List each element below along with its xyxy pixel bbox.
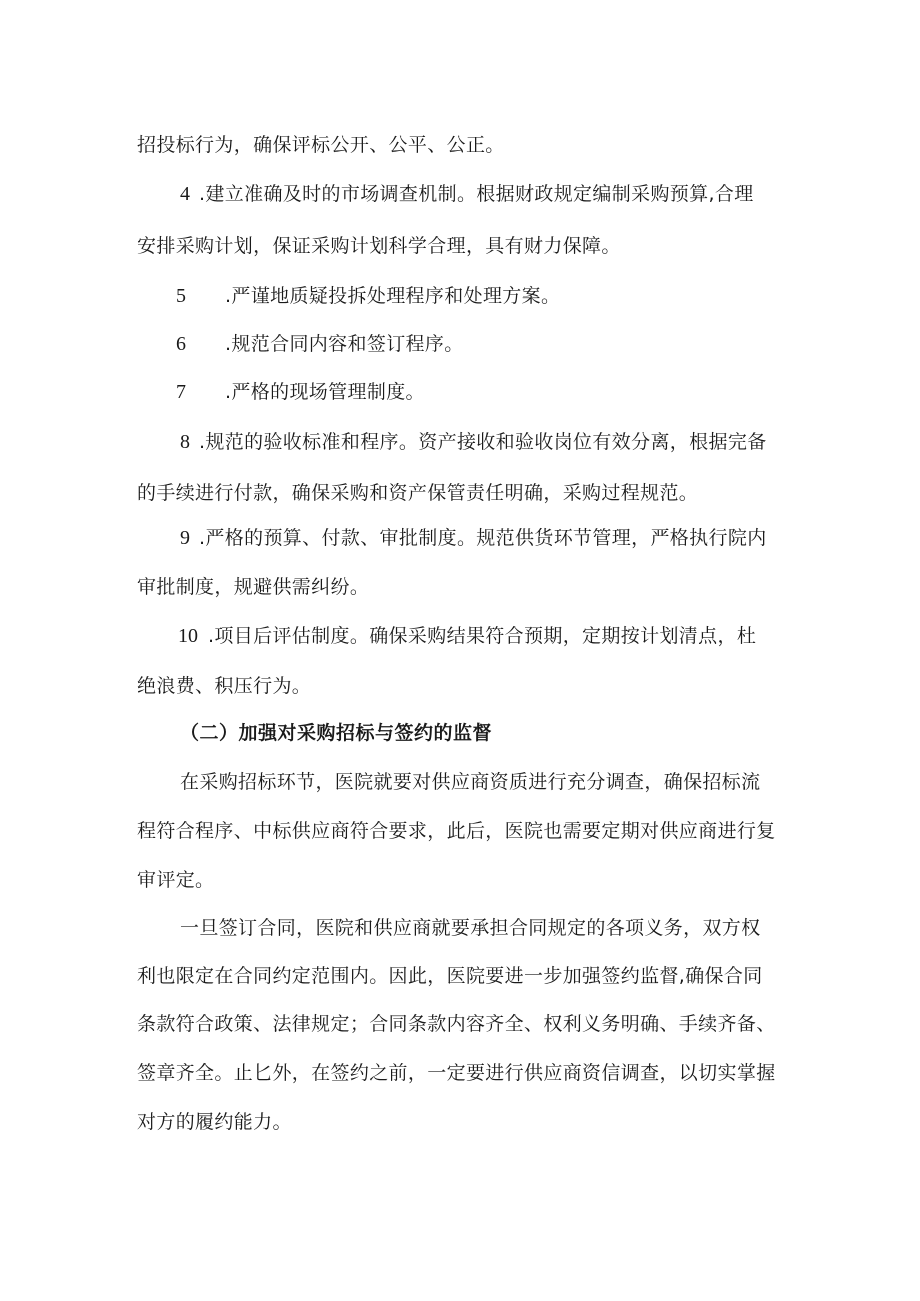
paragraph-2-line-3: 条款符合政策、法律规定；合同条款内容齐全、权利义务明确、手续齐备、 — [137, 1013, 776, 1035]
item-6-text: .规范合同内容和签订程序。 — [225, 333, 464, 355]
item-8-line-2: 的手续进行付款，确保采购和资产保管责任明确，采购过程规范。 — [137, 482, 699, 504]
item-number-4: 4 — [180, 183, 190, 205]
item-number-6: 6 — [176, 333, 186, 355]
item-number-8: 8 — [180, 431, 190, 453]
item-9-line-1: .严格的预算、付款、审批制度。规范供货环节管理，严格执行院内 — [199, 527, 767, 549]
item-5-text: .严谨地质疑投拆处理程序和处理方案。 — [225, 285, 561, 307]
paragraph-2-line-5: 对方的履约能力。 — [137, 1111, 292, 1133]
section-heading: （二）加强对采购招标与签约的监督 — [180, 722, 493, 744]
item-4-line-2: 安排采购计划，保证采购计划科学合理，具有财力保障。 — [137, 235, 621, 257]
item-number-9: 9 — [180, 527, 190, 549]
item-4-line-1: .建立准确及时的市场调查机制。根据财政规定编制采购预算,合理 — [199, 183, 754, 205]
paragraph-2-line-2: 利也限定在合同约定范围内。因此，医院要进一步加强签约监督,确保合同 — [137, 965, 763, 987]
paragraph-1-line-1: 在采购招标环节，医院就要对供应商资质进行充分调查，确保招标流 — [180, 771, 761, 793]
paragraph-continuation-line: 招投标行为，确保评标公开、公平、公正。 — [137, 134, 505, 156]
item-number-5: 5 — [176, 285, 186, 307]
item-10-line-2: 绝浪费、积压行为。 — [137, 675, 312, 697]
paragraph-2-line-4: 签章齐全。止匕外，在签约之前，一定要进行供应商资信调查，以切实掌握 — [137, 1062, 776, 1084]
paragraph-1-line-2: 程符合程序、中标供应商符合要求，此后，医院也需要定期对供应商进行复 — [137, 820, 776, 842]
item-7-text: .严格的现场管理制度。 — [225, 381, 425, 403]
paragraph-1-line-3: 审评定。 — [137, 869, 215, 891]
item-8-line-1: .规范的验收标准和程序。资产接收和验收岗位有效分离，根据完备 — [199, 431, 767, 453]
item-number-10: 10 — [178, 625, 198, 647]
paragraph-2-line-1: 一旦签订合同，医院和供应商就要承担合同规定的各项义务，双方权 — [180, 917, 761, 939]
item-number-7: 7 — [176, 381, 186, 403]
item-9-line-2: 审批制度，规避供需纠纷。 — [137, 576, 370, 598]
item-10-line-1: .项目后评估制度。确保采购结果符合预期，定期按计划清点，杜 — [208, 625, 757, 647]
